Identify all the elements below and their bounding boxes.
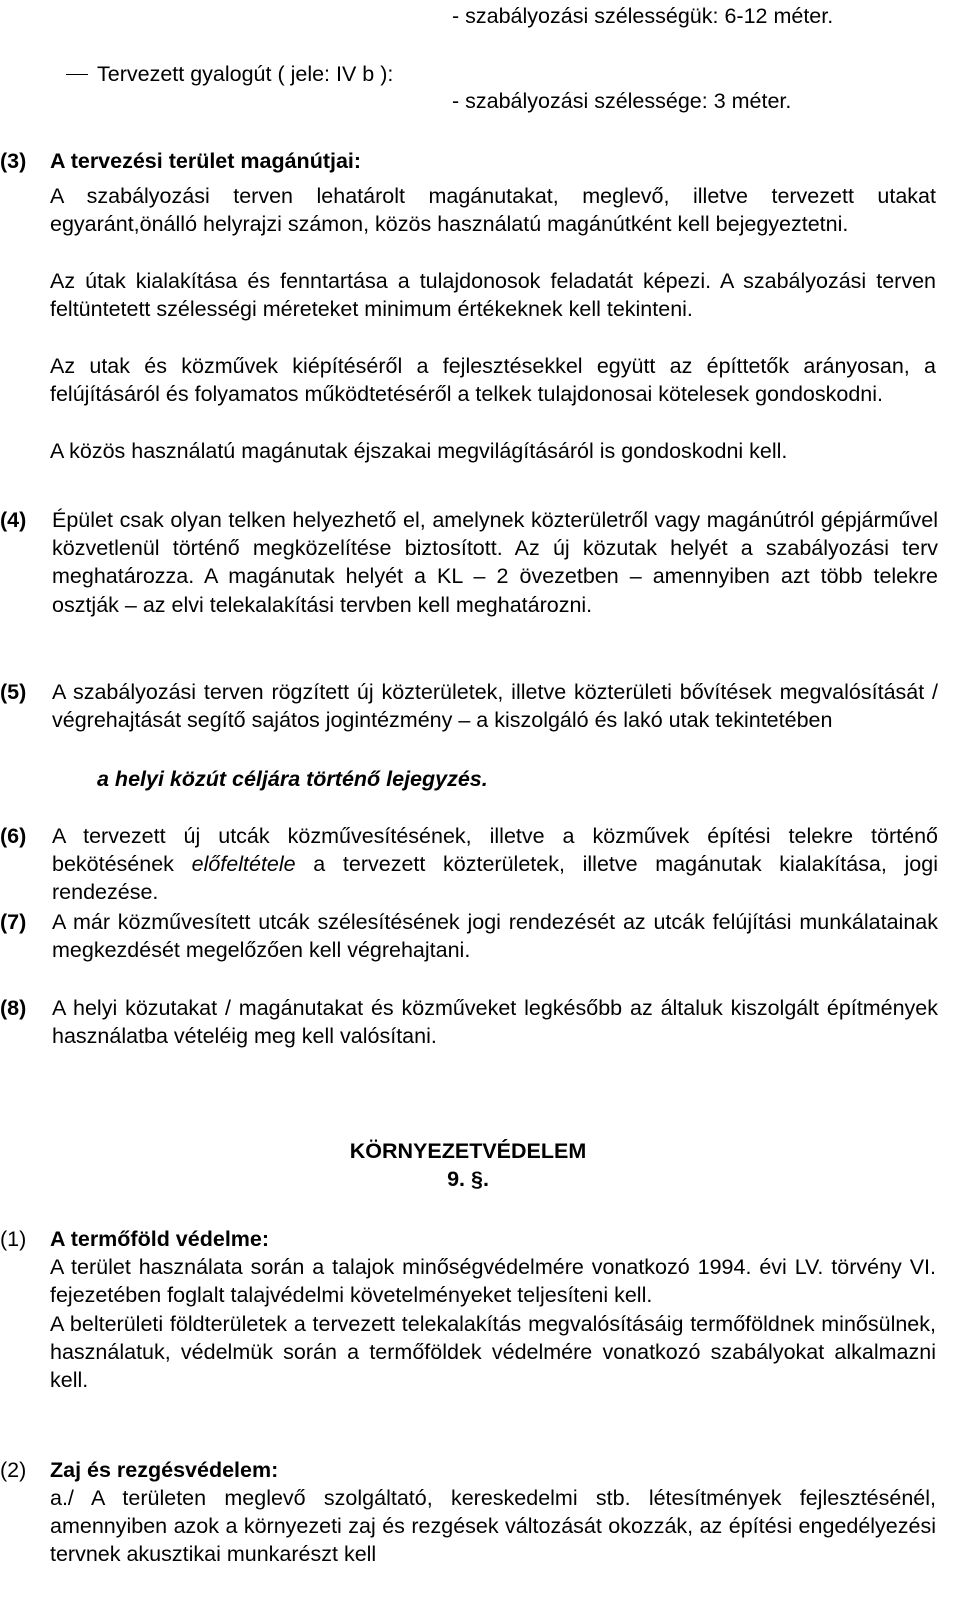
paragraph-3-text-1: A szabályozási terven lehatárolt magánutakat, meglevő, illetve tervezett utakat egyaránt,önálló helyrajzi számon, közös használatú magánútként kell bejegyeztetni. [50, 184, 936, 237]
env-1-text-1: A terület használata során a talajok minőségvédelmére vonatkozó 1994. évi LV. törvény VI. fejezetében foglalt talajvédelmi követelményeket teljesíteni kell. [50, 1255, 936, 1308]
paragraph-6-text-a: A tervezett új utcák közművesítésének, illetve a közművek építési telekre történő bekötésének [52, 824, 938, 877]
paragraph-6-italic: előfeltétele [191, 852, 296, 877]
paragraph-5-emphasis: a helyi közút céljára történő lejegyzés. [97, 767, 488, 791]
heading-private-roads: A tervezési terület magánútjai: [50, 149, 362, 173]
chapter-title: KÖRNYEZETVÉDELEM [349, 1139, 587, 1163]
env-2-text-1 [50, 1484, 936, 1569]
section-number: 9. §. [447, 1167, 489, 1191]
paragraph-8-text: A helyi közutakat / magánutakat és közműveket legkésőbb az általuk kiszolgált építmények használatba vételéig meg kell valósítani. [52, 996, 938, 1049]
road-width-line-1: - szabályozási szélességük: 6-12 méter. [452, 4, 834, 28]
footpath-label: Tervezett gyalogút ( jele: IV b ): [97, 62, 394, 86]
paragraph-6-text [52, 822, 938, 907]
env-paragraph-number-1: (1) [0, 1227, 27, 1251]
env-paragraph-number-2: (2) [0, 1458, 27, 1482]
paragraph-7-text: A már közművesített utcák szélesítésének jogi rendezését az utcák felújítási munkálatainak megkezdését megelőzően kell végrehajtani. [52, 910, 938, 963]
paragraph-number-4: (4) [0, 508, 27, 532]
paragraph-3-text-2: Az útak kialakítása és fenntartása a tulajdonosok feladatát képezi. A szabályozási terven feltüntetett szélességi méreteket minimum értékeknek kell tekinteni. [50, 269, 936, 322]
heading-noise-vibration: Zaj és rezgésvédelem: [50, 1458, 279, 1482]
paragraph-number-3: (3) [0, 149, 27, 173]
paragraph-number-6: (6) [0, 824, 27, 848]
paragraph-3-text-3: Az utak és közművek kiépítéséről a fejlesztésekkel együtt az építtetők arányosan, a felújításáról és folyamatos működtetéséről a telkek tulajdonosai kötelesek gondoskodni. [50, 354, 936, 407]
paragraph-4-text: Épület csak olyan telken helyezhető el, amelynek közterületről vagy magánútról gépjárművel közvetlenül történő megközelítése biztosított. Az új közutak helyét a szabályozási terv meghatározza. A magánutak helyét a KL – 2 övezetben – amennyiben azt több telekre osztják – az elvi telekalakítási tervben kell meghatározni. [52, 508, 938, 617]
paragraph-number-8: (8) [0, 996, 27, 1020]
paragraph-3-text-4: A közös használatú magánutak éjszakai megvilágításáról is gondoskodni kell. [50, 439, 788, 463]
paragraph-number-5: (5) [0, 680, 27, 704]
env-2-text-1-content: a./ A területen meglevő szolgáltató, kereskedelmi stb. létesítmények fejlesztésénél, amennyiben azok a környezeti zaj és rezgések változását okozzák, az építési engedélyezési tervnek akusztikai munkarészt kell [50, 1486, 936, 1567]
list-dash [66, 74, 88, 75]
paragraph-number-7: (7) [0, 910, 27, 934]
paragraph-5-text: A szabályozási terven rögzített új közterületek, illetve közterületi bővítések megvalósítását / végrehajtását segítő sajátos jogintézmény – a kiszolgáló és lakó utak tekintetében [52, 680, 938, 733]
heading-soil-protection: A termőföld védelme: [50, 1227, 270, 1251]
env-1-text-2: A belterületi földterületek a tervezett telekalakítás megvalósításáig termőföldnek minősülnek, használatuk, védelmük során a termőföldek védelmére vonatkozó szabályokat alkalmazni kell. [50, 1312, 936, 1393]
footpath-width-line: - szabályozási szélessége: 3 méter. [452, 89, 792, 113]
paragraph-6-text-b: a tervezett közterületek, illetve magánutak kialakítása, jogi rendezése. [52, 852, 938, 905]
